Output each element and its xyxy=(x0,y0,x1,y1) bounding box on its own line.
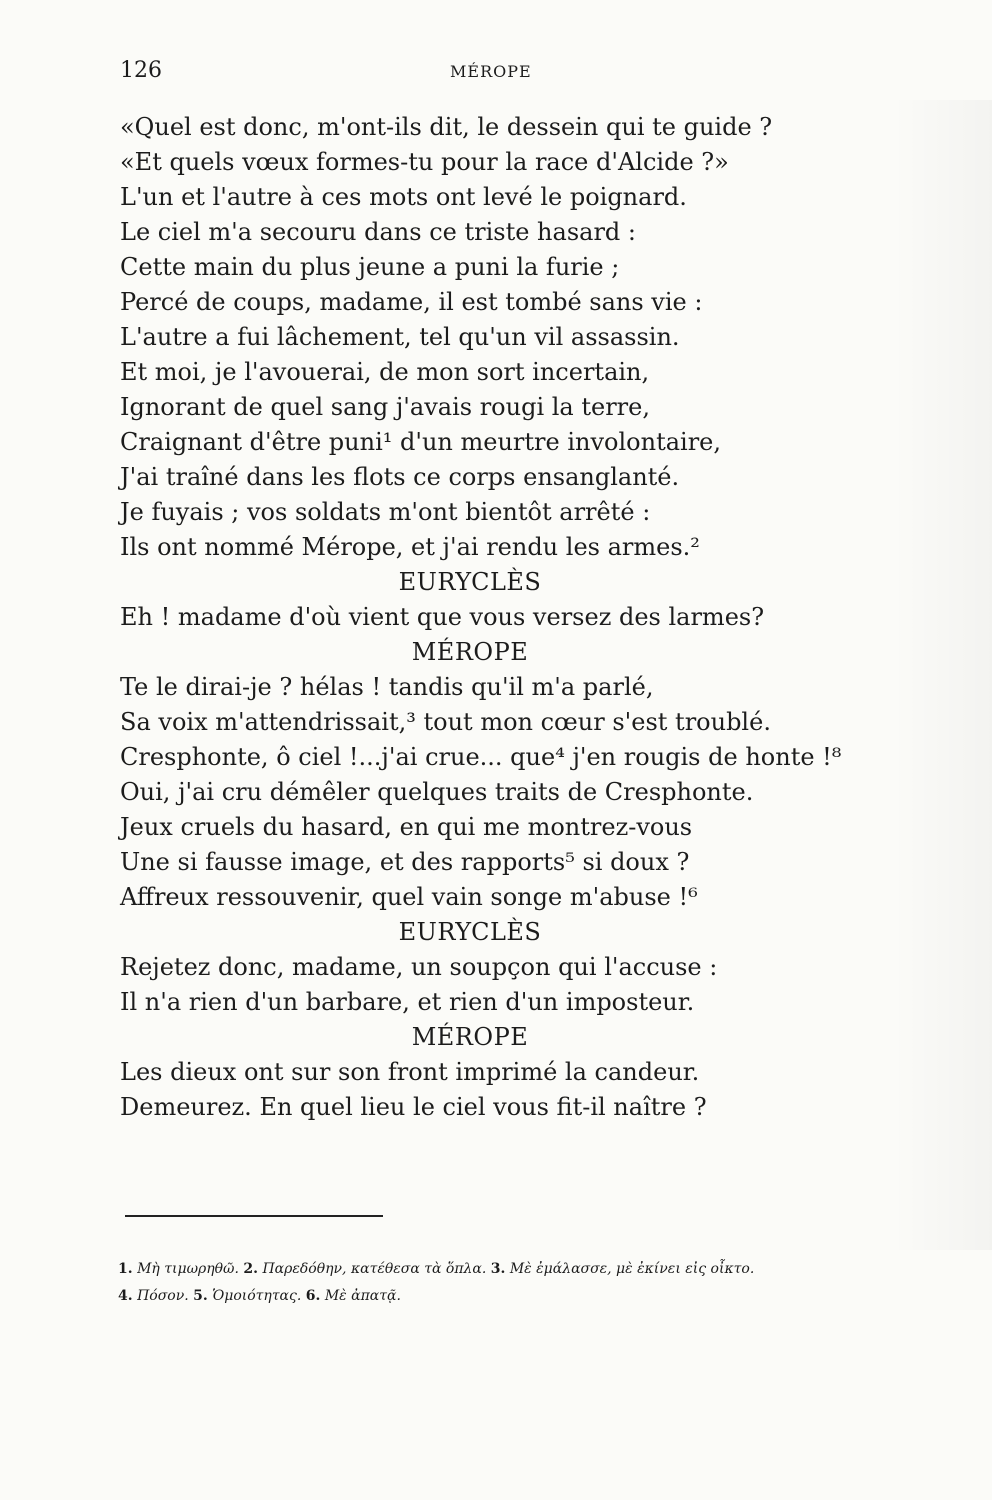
verse-line: «Et quels vœux formes-tu pour la race d'Alcide ?» xyxy=(120,148,729,176)
facing-page-bleed xyxy=(892,100,992,1250)
page-number: 126 xyxy=(120,58,162,83)
footnote-line xyxy=(118,1283,754,1310)
footnote-text: Πόσον. xyxy=(137,1288,189,1304)
verse-line: Jeux cruels du hasard, en qui me montrez-vous xyxy=(120,813,693,841)
speaker-name: EURYCLÈS xyxy=(398,918,542,946)
page-header xyxy=(120,58,820,88)
verse-line: «Quel est donc, m'ont-ils dit, le dessein qui te guide ? xyxy=(120,113,773,141)
verse-line: Cette main du plus jeune a puni la furie ; xyxy=(120,253,620,281)
verse-line: Percé de coups, madame, il est tombé sans vie : xyxy=(120,288,703,316)
verse-line: Et moi, je l'avouerai, de mon sort incertain, xyxy=(120,358,650,386)
footnote-number: 1. xyxy=(118,1261,133,1277)
footnote-text: Μὴ τιμωρηθῶ. xyxy=(137,1261,239,1277)
verse-line: Eh ! madame d'où vient que vous versez des larmes? xyxy=(120,603,765,631)
verse-line: Il n'a rien d'un barbare, et rien d'un imposteur. xyxy=(120,988,695,1016)
speaker-name: MÉROPE xyxy=(411,1023,529,1051)
speaker-name: EURYCLÈS xyxy=(398,568,542,596)
footnote-text: Παρεδόθην, κατέθεσα τὰ ὅπλα. xyxy=(262,1261,487,1277)
verse-line: Ignorant de quel sang j'avais rougi la terre, xyxy=(120,393,650,421)
verse-line: Sa voix m'attendrissait,³ tout mon cœur s'est troublé. xyxy=(120,708,771,736)
footnote-line xyxy=(118,1256,754,1283)
footnote-number: 6. xyxy=(305,1288,321,1304)
verse-line: Rejetez donc, madame, un soupçon qui l'accuse : xyxy=(120,953,718,981)
verse-line: Une si fausse image, et des rapports⁵ si doux ? xyxy=(120,848,690,876)
footnote-text: Ὁμοιότητας. xyxy=(212,1288,302,1304)
footnote-number: 2. xyxy=(243,1261,258,1277)
footnote-text: Μὲ ἀπατᾷ. xyxy=(324,1288,401,1304)
verse-line: Oui, j'ai cru démêler quelques traits de Cresphonte. xyxy=(120,778,754,806)
footnote-text: Μὲ ἐμάλασσε, μὲ ἐκίνει εἰς οἶκτο. xyxy=(509,1261,755,1277)
verse-text xyxy=(120,110,840,1125)
verse-line: J'ai traîné dans les flots ce corps ensanglanté. xyxy=(120,463,680,491)
verse-line: Les dieux ont sur son front imprimé la candeur. xyxy=(120,1058,700,1086)
verse-line: Ils ont nommé Mérope, et j'ai rendu les armes.² xyxy=(120,533,700,561)
footnote-number: 4. xyxy=(118,1288,133,1304)
verse-line: Craignant d'être puni¹ d'un meurtre involontaire, xyxy=(120,428,721,456)
verse-line: L'un et l'autre à ces mots ont levé le poignard. xyxy=(120,183,687,211)
speaker-name: MÉROPE xyxy=(411,638,529,666)
verse-line: Le ciel m'a secouru dans ce triste hasard : xyxy=(120,218,636,246)
footnote-number: 5. xyxy=(193,1288,208,1304)
verse-line: Demeurez. En quel lieu le ciel vous fit-il naître ? xyxy=(120,1093,707,1121)
footnotes xyxy=(118,1256,754,1310)
verse-line: Je fuyais ; vos soldats m'ont bientôt arrêté : xyxy=(120,498,651,526)
footnote-rule xyxy=(125,1215,383,1217)
running-title: MÉROPE xyxy=(450,62,532,81)
verse-line: Cresphonte, ô ciel !...j'ai crue... que⁴ j'en rougis de honte !⁸ xyxy=(120,743,842,771)
verse-line: Te le dirai-je ? hélas ! tandis qu'il m'a parlé, xyxy=(120,673,654,701)
footnote-number: 3. xyxy=(490,1261,506,1277)
verse-line: Affreux ressouvenir, quel vain songe m'abuse !⁶ xyxy=(120,883,698,911)
verse-line: L'autre a fui lâchement, tel qu'un vil assassin. xyxy=(120,323,680,351)
